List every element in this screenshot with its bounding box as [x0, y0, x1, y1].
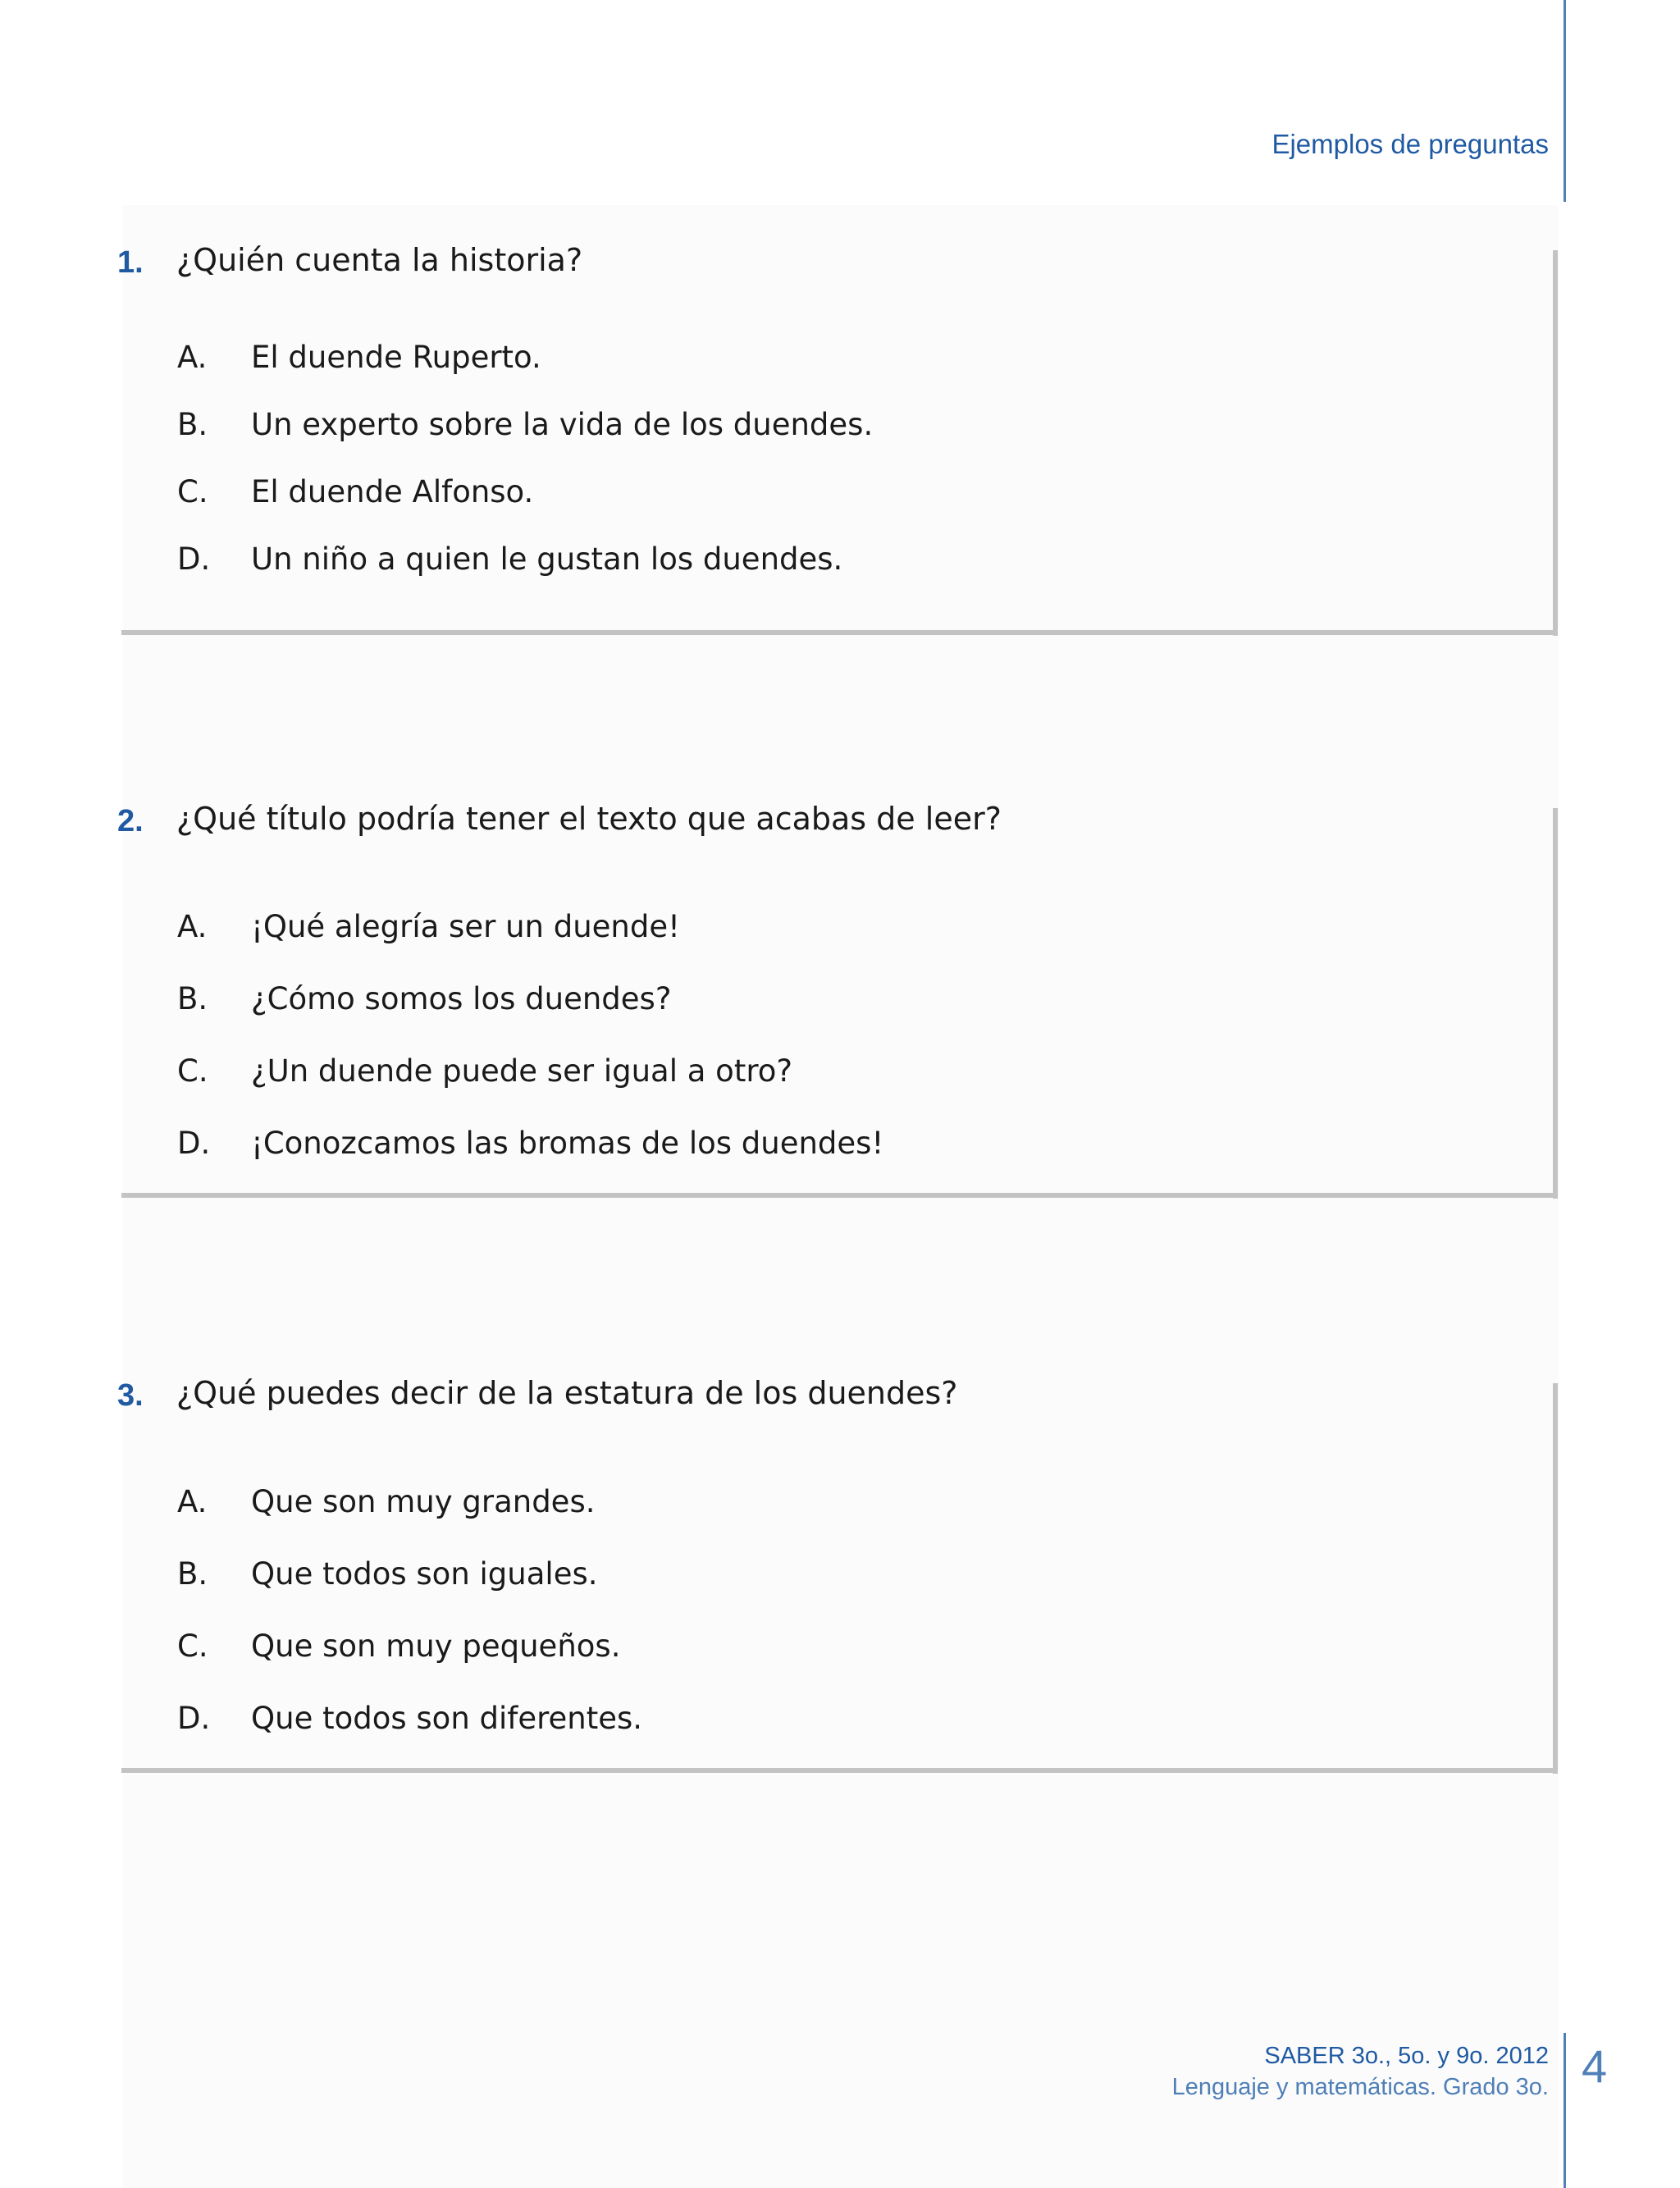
- option-text: ¿Un duende puede ser igual a otro?: [251, 1053, 793, 1089]
- option-text: El duende Ruperto.: [251, 340, 541, 375]
- answer-option-a[interactable]: [0, 340, 1230, 379]
- option-letter: A.: [177, 340, 208, 375]
- answer-option-a[interactable]: [0, 1484, 1230, 1523]
- answer-option-c[interactable]: [0, 474, 1230, 514]
- answer-option-c[interactable]: [0, 1053, 1230, 1093]
- option-text: Un niño a quien le gustan los duendes.: [251, 541, 843, 577]
- answer-option-a[interactable]: [0, 909, 1230, 948]
- option-letter: D.: [177, 1701, 211, 1736]
- question-number: 1.: [117, 245, 144, 280]
- footer-subtitle: Lenguaje y matemáticas. Grado 3o.: [1171, 2074, 1549, 2100]
- question-frame-right: [1553, 1383, 1558, 1774]
- question-frame-bottom: [121, 630, 1558, 635]
- question-number: 2.: [117, 804, 144, 838]
- question-frame-right: [1553, 250, 1558, 636]
- answer-option-b[interactable]: [0, 981, 1230, 1021]
- question-frame-right: [1553, 808, 1558, 1199]
- footer-title: SABER 3o., 5o. y 9o. 2012: [1264, 2043, 1549, 2069]
- option-letter: C.: [177, 474, 208, 509]
- question-text: ¿Qué título podría tener el texto que acabas de leer?: [176, 801, 1002, 837]
- margin-rule-top: [1564, 0, 1566, 202]
- answer-option-d[interactable]: [0, 1701, 1230, 1740]
- option-text: Que todos son iguales.: [251, 1556, 598, 1592]
- answer-option-d[interactable]: [0, 1126, 1230, 1165]
- option-text: Que son muy pequeños.: [251, 1628, 621, 1664]
- option-text: ¡Conozcamos las bromas de los duendes!: [251, 1126, 884, 1161]
- option-letter: C.: [177, 1053, 208, 1089]
- option-text: ¿Cómo somos los duendes?: [251, 981, 672, 1016]
- option-text: ¡Qué alegría ser un duende!: [251, 909, 680, 944]
- question-text: ¿Quién cuenta la historia?: [176, 242, 583, 278]
- answer-option-c[interactable]: [0, 1628, 1230, 1668]
- section-header: Ejemplos de preguntas: [1271, 129, 1549, 159]
- option-letter: B.: [177, 981, 208, 1016]
- option-text: El duende Alfonso.: [251, 474, 534, 509]
- question-number: 3.: [117, 1378, 144, 1413]
- option-text: Un experto sobre la vida de los duendes.: [251, 407, 874, 442]
- answer-option-b[interactable]: [0, 1556, 1230, 1596]
- option-letter: D.: [177, 541, 211, 577]
- option-letter: B.: [177, 407, 208, 442]
- answer-option-b[interactable]: [0, 407, 1230, 446]
- question-frame-bottom: [121, 1768, 1558, 1773]
- question-frame-bottom: [121, 1193, 1558, 1198]
- option-letter: A.: [177, 909, 208, 944]
- answer-option-d[interactable]: [0, 541, 1230, 581]
- option-text: Que son muy grandes.: [251, 1484, 596, 1519]
- option-letter: C.: [177, 1628, 208, 1664]
- option-letter: D.: [177, 1126, 211, 1161]
- option-letter: A.: [177, 1484, 208, 1519]
- option-text: Que todos son diferentes.: [251, 1701, 643, 1736]
- margin-rule-bottom: [1564, 2033, 1566, 2188]
- option-letter: B.: [177, 1556, 208, 1592]
- question-text: ¿Qué puedes decir de la estatura de los duendes?: [176, 1375, 958, 1411]
- page-number: 4: [1582, 2040, 1608, 2092]
